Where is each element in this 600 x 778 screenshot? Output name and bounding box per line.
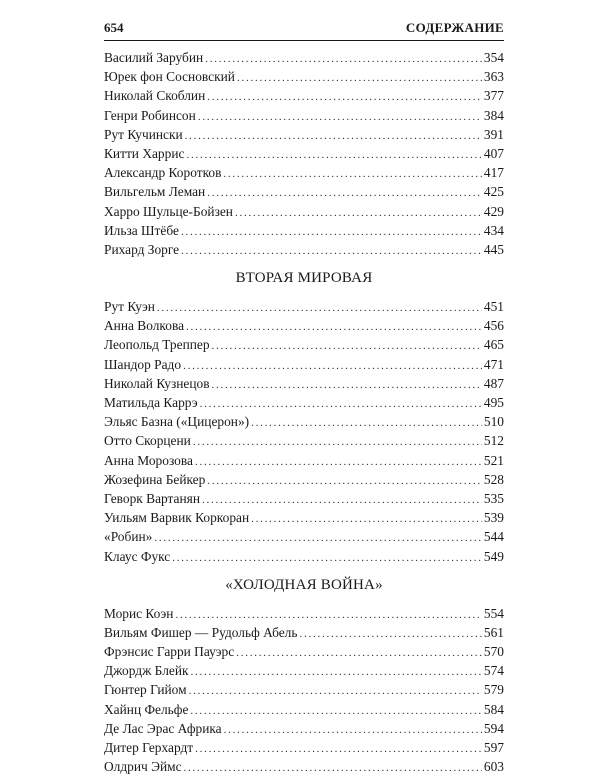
- toc-entry: [104, 412, 504, 431]
- entry-name: Морис Коэн: [104, 605, 174, 621]
- dot-leader: [183, 357, 482, 376]
- dot-leader: [185, 127, 482, 146]
- dot-leader: [172, 549, 482, 568]
- entry-name: Клаус Фукс: [104, 548, 171, 564]
- entry-name: Василий Зарубин: [104, 50, 204, 65]
- entry-name: Фрэнсис Гарри Пауэрс: [104, 644, 235, 660]
- entry-name: Матильда Каррэ: [104, 395, 198, 410]
- dot-leader: [195, 453, 482, 472]
- dot-leader: [205, 50, 482, 69]
- entry-page: 465: [483, 337, 504, 353]
- dot-leader: [251, 510, 482, 529]
- toc-entry: [104, 547, 504, 566]
- dot-leader: [198, 108, 482, 127]
- entry-page: 425: [483, 184, 504, 200]
- entry-page: 456: [483, 318, 504, 334]
- entry-page: 521: [483, 452, 504, 468]
- toc-entry: [104, 738, 504, 757]
- entry-page: 574: [483, 663, 504, 679]
- entry-page: 535: [483, 490, 504, 506]
- entry-name: «Робин»: [104, 529, 153, 545]
- entry-name: Рут Куэн: [104, 299, 155, 315]
- entry-name: Геворк Вартанян: [104, 490, 200, 506]
- entry-page: 434: [483, 222, 504, 238]
- header-rule: [104, 40, 504, 41]
- dot-leader: [191, 663, 482, 682]
- toc-entry: [104, 106, 504, 125]
- toc-entry: [104, 604, 504, 623]
- toc-entry: [104, 508, 504, 527]
- entry-page: 384: [483, 107, 504, 123]
- dot-leader: [224, 721, 482, 740]
- entry-name: Уильям Варвик Коркоран: [104, 510, 250, 526]
- toc-entry: [104, 489, 504, 508]
- page-number: 654: [104, 20, 124, 35]
- entry-page: 603: [483, 759, 504, 775]
- entry-name: Харро Шульце-Бойзен: [104, 203, 233, 219]
- entry-name: Ильза Штёбе: [104, 222, 179, 238]
- entry-name: Джордж Блейк: [104, 663, 189, 679]
- entry-page: 377: [483, 88, 504, 104]
- page-header: [104, 16, 504, 36]
- dot-leader: [157, 299, 482, 318]
- dot-leader: [237, 69, 482, 88]
- entry-page: 495: [483, 395, 504, 410]
- section-heading: «ХОЛОДНАЯ ВОЙНА»: [225, 576, 383, 593]
- entry-name: Гюнтер Гийом: [104, 682, 187, 698]
- entry-page: 487: [483, 375, 504, 391]
- entry-name: Жозефина Бейкер: [104, 471, 206, 487]
- dot-leader: [181, 223, 482, 242]
- toc-entry: [104, 240, 504, 259]
- entry-name: Александр Коротков: [104, 165, 222, 181]
- toc-entry: [104, 680, 504, 699]
- entry-page: 539: [483, 510, 504, 526]
- entry-page: 561: [483, 624, 504, 640]
- toc-entry: [104, 431, 504, 450]
- entry-name: Хайнц Фельфе: [104, 701, 189, 717]
- toc-entry: [104, 67, 504, 86]
- entry-name: Анна Волкова: [104, 318, 185, 334]
- toc-entry: [104, 335, 504, 354]
- entry-page: 570: [483, 644, 504, 660]
- dot-leader: [212, 376, 482, 395]
- entry-name: Юрек фон Сосновский: [104, 69, 235, 85]
- dot-leader: [212, 337, 482, 356]
- entry-page: 594: [483, 720, 504, 736]
- dot-leader: [189, 682, 482, 701]
- toc-entry: [104, 700, 504, 719]
- entry-page: 451: [483, 299, 504, 315]
- entry-page: 512: [483, 433, 504, 449]
- entry-page: 579: [483, 682, 504, 698]
- entry-name: Дитер Герхардт: [104, 740, 194, 755]
- entry-page: 391: [483, 126, 504, 142]
- entry-name: Николай Кузнецов: [104, 375, 210, 391]
- toc-entry: [104, 470, 504, 489]
- entry-page: 584: [483, 701, 504, 717]
- toc-entry: [104, 623, 504, 642]
- toc-entry: [104, 125, 504, 144]
- entry-name: Де Лас Эрас Африка: [104, 720, 222, 736]
- entry-name: Вильгельм Леман: [104, 184, 206, 200]
- dot-leader: [186, 318, 482, 337]
- entry-page: 354: [483, 50, 504, 65]
- toc-entry: [104, 374, 504, 393]
- dot-leader: [190, 702, 482, 721]
- toc-group: [104, 48, 504, 259]
- dot-leader: [186, 146, 481, 165]
- toc-entry: [104, 202, 504, 221]
- toc-group: [104, 571, 504, 777]
- toc-entry: [104, 757, 504, 776]
- toc-content: [104, 48, 504, 776]
- entry-page: 549: [483, 548, 504, 564]
- entry-page: 407: [483, 145, 504, 161]
- dot-leader: [236, 644, 482, 663]
- toc-entry: [104, 316, 504, 335]
- entry-page: 510: [483, 414, 504, 430]
- entry-name: Рут Кучински: [104, 126, 183, 142]
- dot-leader: [207, 184, 482, 203]
- entry-page: 417: [483, 165, 504, 181]
- entry-name: Шандор Радо: [104, 356, 182, 372]
- dot-leader: [154, 529, 482, 548]
- toc-entry: [104, 661, 504, 680]
- toc-entry: [104, 182, 504, 201]
- dot-leader: [193, 433, 482, 452]
- entry-page: 554: [483, 605, 504, 621]
- entry-name: Рихард Зорге: [104, 241, 180, 257]
- dot-leader: [251, 414, 482, 433]
- dot-leader: [207, 88, 482, 107]
- entry-page: 597: [483, 740, 504, 755]
- entry-page: 429: [483, 203, 504, 219]
- toc-entry: [104, 719, 504, 738]
- entry-page: 471: [483, 356, 504, 372]
- entry-page: 528: [483, 471, 504, 487]
- toc-entry: [104, 48, 504, 67]
- dot-leader: [181, 242, 482, 261]
- entry-name: Генри Робинсон: [104, 107, 196, 123]
- entry-name: Отто Скорцени: [104, 433, 191, 449]
- toc-entry: [104, 451, 504, 470]
- entry-name: Китти Харрис: [104, 145, 185, 161]
- entry-page: 445: [483, 241, 504, 257]
- dot-leader: [235, 204, 482, 223]
- entry-name: Анна Морозова: [104, 452, 193, 468]
- entry-name: Эльяс Базна («Цицерон»): [104, 414, 250, 430]
- dot-leader: [207, 472, 482, 491]
- running-title: СОДЕРЖАНИЕ: [405, 20, 504, 35]
- dot-leader: [223, 165, 481, 184]
- dot-leader: [184, 759, 482, 778]
- toc-entry: [104, 527, 504, 546]
- toc-entry: [104, 297, 504, 316]
- entry-name: Леопольд Треппер: [104, 337, 210, 353]
- entry-name: Николай Скоблин: [104, 88, 206, 104]
- toc-entry: [104, 144, 504, 163]
- toc-entry: [104, 642, 504, 661]
- toc-entry: [104, 393, 504, 412]
- toc-group: [104, 264, 504, 566]
- entry-page: 544: [483, 529, 504, 545]
- dot-leader: [299, 625, 481, 644]
- toc-entry: [104, 221, 504, 240]
- section-heading: ВТОРАЯ МИРОВАЯ: [235, 270, 373, 287]
- toc-entry: [104, 163, 504, 182]
- toc-entry: [104, 86, 504, 105]
- entry-name: Олдрич Эймс: [104, 759, 182, 775]
- toc-entry: [104, 355, 504, 374]
- entry-name: Вильям Фишер — Рудольф Абель: [104, 624, 298, 640]
- entry-page: 363: [483, 69, 504, 85]
